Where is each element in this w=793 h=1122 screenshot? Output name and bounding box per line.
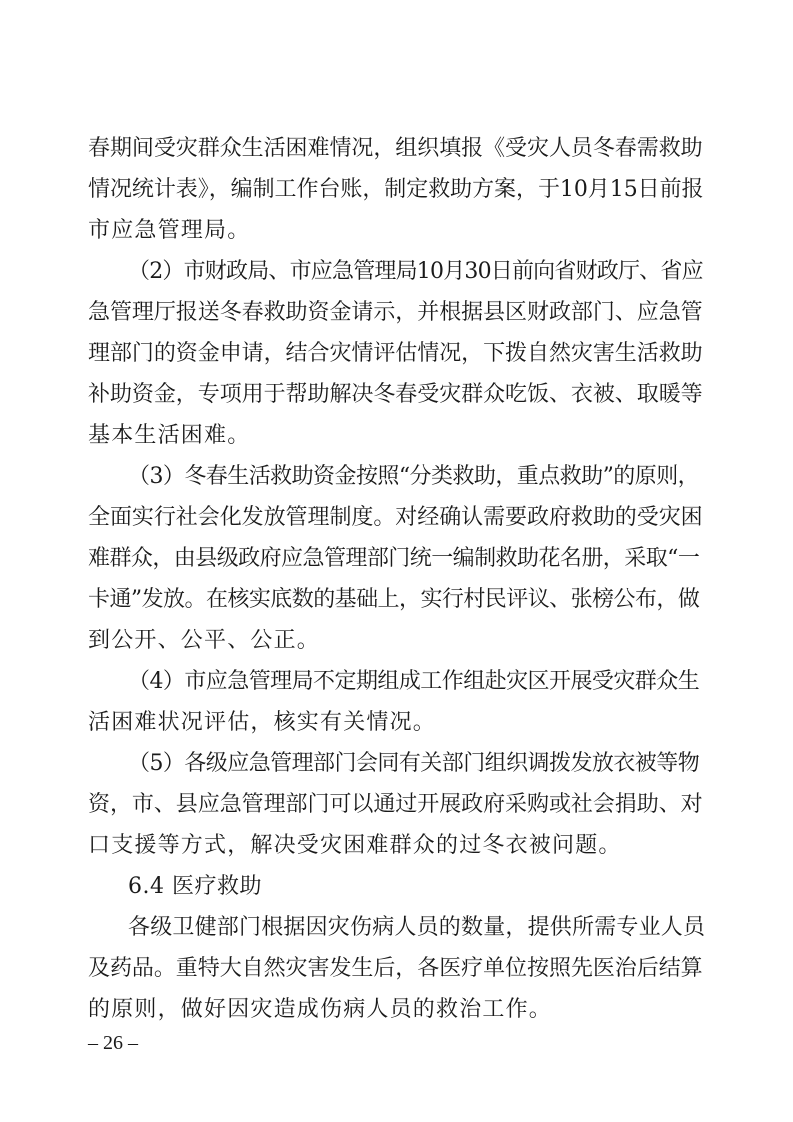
text-line: 市应急管理局。	[88, 218, 251, 243]
text-line: 的原则，做好因灾造成伤病人员的救治工作。	[88, 997, 553, 1022]
text-line: 资，市、县应急管理部门可以通过开展政府采购或社会捐助、对	[88, 792, 703, 817]
text-line: 春期间受灾群众生活困难情况，组织填报《受灾人员冬春需救助	[88, 136, 703, 161]
text-line: 急管理厅报送冬春救助资金请示，并根据县区财政部门、应急管	[88, 300, 703, 325]
page-number: – 26 –	[88, 1032, 138, 1054]
text-line: （5）各级应急管理部门会同有关部门组织调拨发放衣被等物	[128, 751, 700, 776]
text-line: 卡通”发放。在核实底数的基础上，实行村民评议、张榜公布，做	[88, 587, 700, 612]
text-line: 理部门的资金申请，结合灾情评估情况，下拨自然灾害生活救助	[88, 341, 703, 366]
text-line: 口支援等方式，解决受灾困难群众的过冬衣被问题。	[88, 833, 622, 858]
text-line: 难群众，由县级政府应急管理部门统一编制救助花名册，采取“一	[88, 546, 700, 571]
text-line: （2）市财政局、市应急管理局10月30日前向省财政厅、省应	[128, 259, 703, 284]
text-line: 情况统计表》，编制工作台账，制定救助方案，于10月15日前报	[88, 177, 704, 202]
text-line: 各级卫健部门根据因灾伤病人员的数量，提供所需专业人员	[128, 915, 706, 940]
text-line: 活困难状况评估，核实有关情况。	[88, 710, 437, 735]
text-line: （3）冬春生活救助资金按照“分类救助，重点救助”的原则，	[128, 464, 700, 489]
text-line: （4）市应急管理局不定期组成工作组赴灾区开展受灾群众生	[128, 669, 700, 694]
text-line: 补助资金，专项用于帮助解决冬春受灾群众吃饭、衣被、取暖等	[88, 382, 703, 407]
text-line: 基本生活困难。	[88, 423, 251, 448]
text-line: 全面实行社会化发放管理制度。对经确认需要政府救助的受灾困	[88, 505, 703, 530]
text-line: 及药品。重特大自然灾害发生后，各医疗单位按照先医治后结算	[88, 956, 703, 981]
text-line: 到公开、公平、公正。	[88, 628, 321, 653]
section-heading: 6.4 医疗救助	[128, 874, 262, 899]
